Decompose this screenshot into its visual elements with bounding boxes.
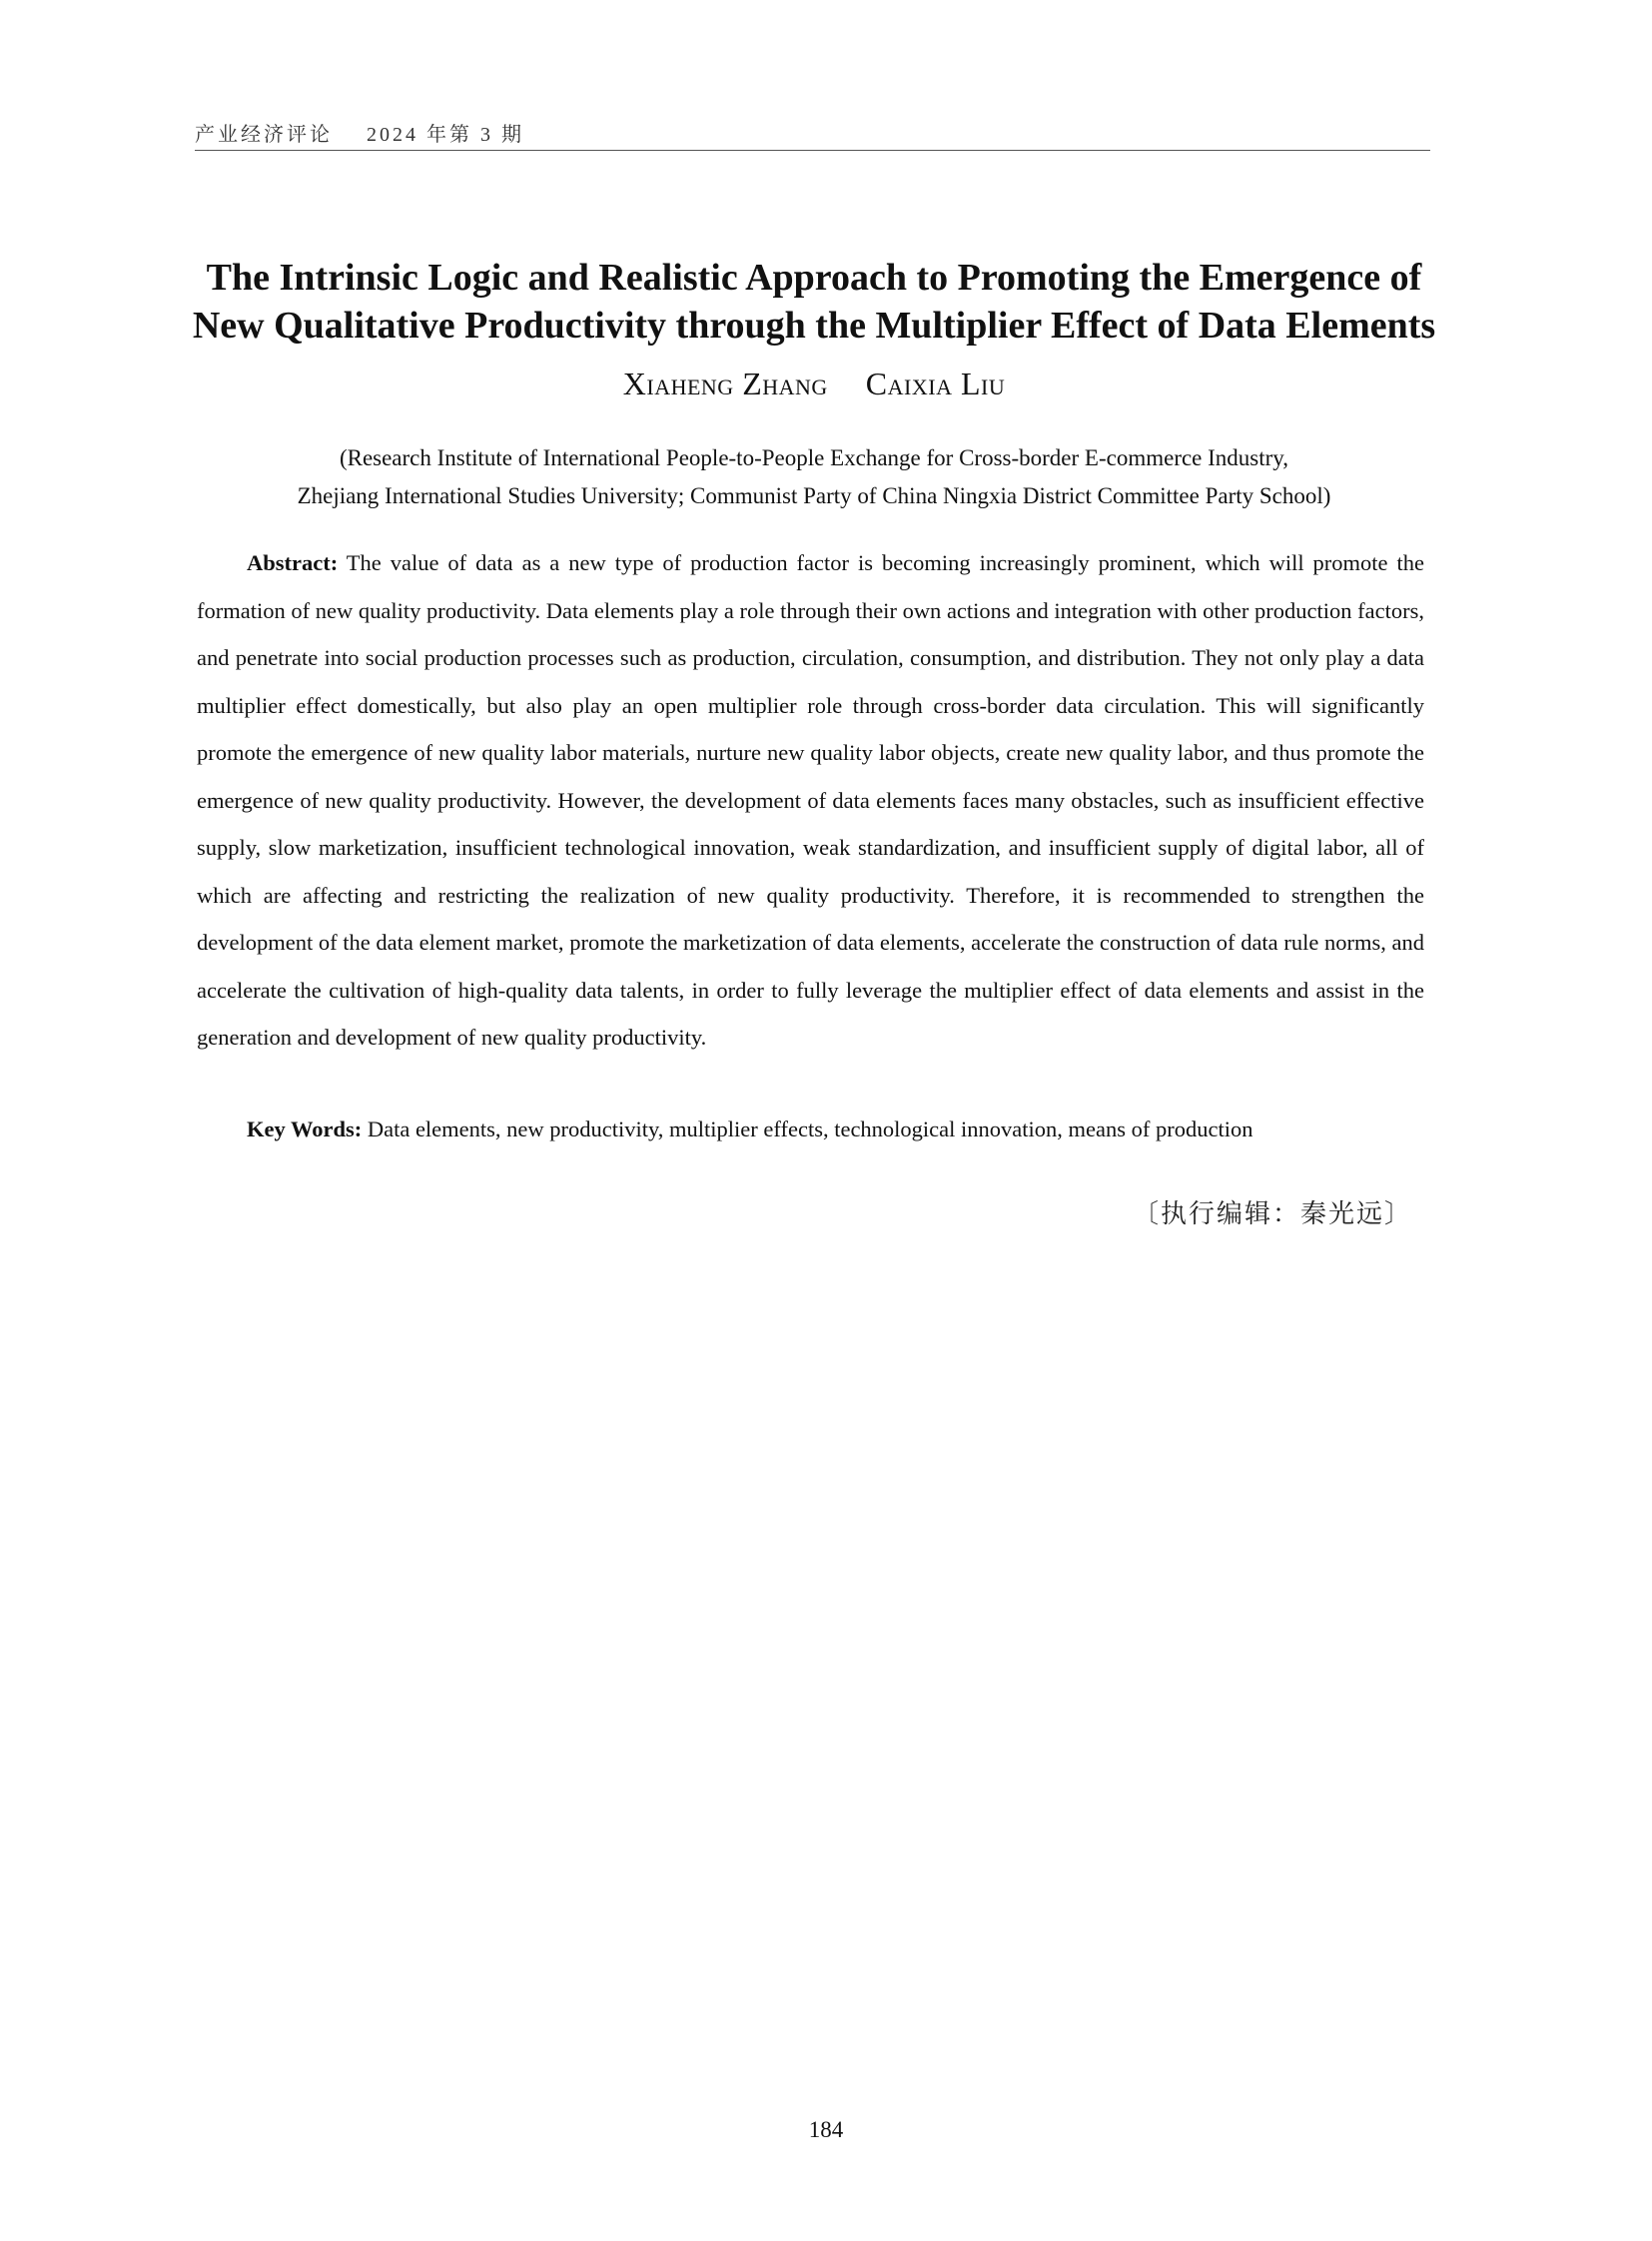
affiliation-line-1: (Research Institute of International People-to-People Exchange for Cross-border E-commerce Industry, xyxy=(339,445,1289,470)
abstract xyxy=(197,539,1424,1062)
keywords xyxy=(197,1106,1424,1153)
abstract-text: The value of data as a new type of production factor is becoming increasingly prominent, which will promote the formation of new quality productivity. Data elements play a role through their own actions and integration with other production factors, and penetrate into social production processes such as production, circulation, consumption, and distribution. They not only play a data multiplier effect domestically, but also play an open multiplier role through cross-border data circulation. This will significantly promote the emergence of new quality labor materials, nurture new quality labor objects, create new quality labor, and thus promote the emergence of new quality productivity. However, the development of data elements faces many obstacles, such as insufficient effective supply, slow marketization, insufficient technological innovation, weak standardization, and insufficient supply of digital labor, all of which are affecting and restricting the realization of new quality productivity. Therefore, it is recommended to strengthen the development of the data element market, promote the marketization of data elements, accelerate the construction of data rule norms, and accelerate the cultivation of high-quality data talents, in order to fully leverage the multiplier effect of data elements and assist in the generation and development of new quality productivity. xyxy=(197,550,1424,1050)
abstract-label: Abstract: xyxy=(247,550,339,575)
article-title xyxy=(150,254,1478,350)
editor-note: 〔执行编辑：秦光远〕 xyxy=(1132,1199,1412,1229)
author-list xyxy=(150,366,1478,402)
page-number: 184 xyxy=(808,2117,844,2142)
keywords-text: Data elements, new productivity, multiplier effects, technological innovation, means of production xyxy=(367,1117,1253,1141)
affiliation xyxy=(150,439,1478,515)
journal-name: 产业经济评论 xyxy=(195,124,333,146)
author-name: Caixia Liu xyxy=(865,366,1006,401)
affiliation-line-2: Zhejiang International Studies University; Communist Party of China Ningxia District Committee Party School) xyxy=(297,483,1331,508)
article-title-line-1: The Intrinsic Logic and Realistic Approach to Promoting the Emergence of xyxy=(206,257,1422,299)
issue-info: 2024 年第 3 期 xyxy=(367,124,524,146)
keywords-label: Key Words: xyxy=(247,1117,363,1141)
author-name: Xiaheng Zhang xyxy=(622,366,828,401)
article-title-line-2: New Qualitative Productivity through the Multiplier Effect of Data Elements xyxy=(192,305,1436,347)
running-header xyxy=(195,118,1430,151)
